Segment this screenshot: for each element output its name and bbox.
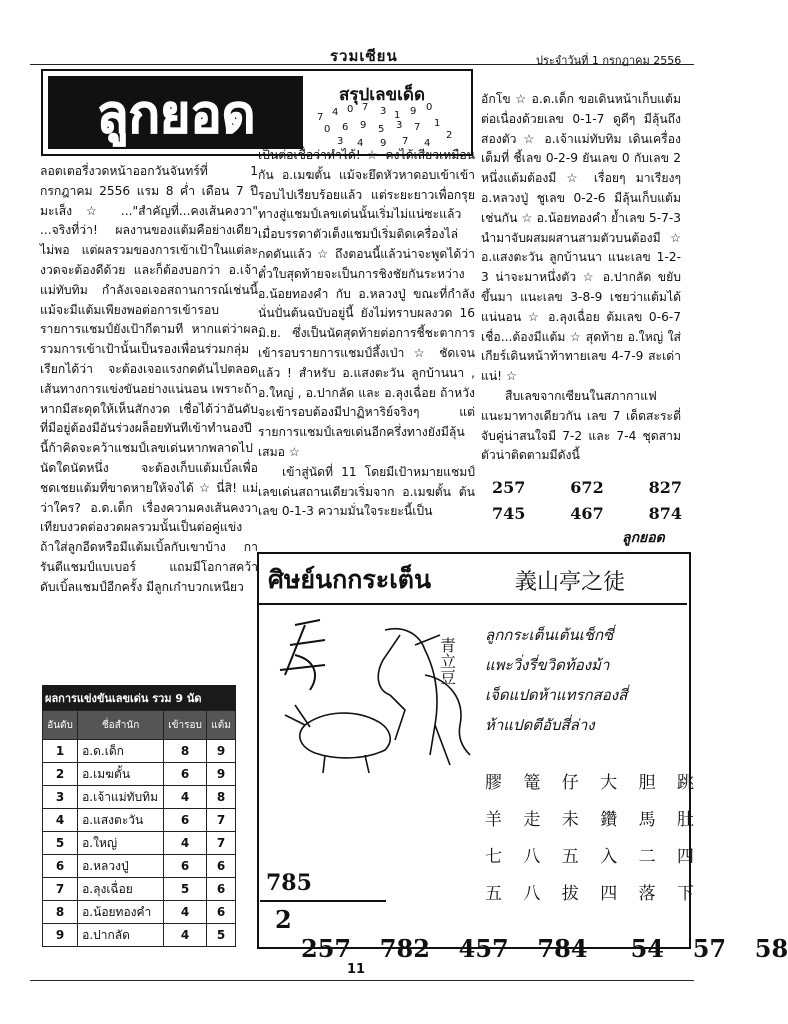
name-cell: อ.ลุงเฉื่อย [78,878,164,901]
table-row [43,786,236,809]
article-paragraph: ลอตเตอรี่งวดหน้าออกวันจันทร์ที่ 1 กรกฎาคม 2556 แรม 8 ค่ำ เดือน 7 ปีมะเส็ง ☆ ..."สำคัญที่...คงเส้นคงวา" ...จริงที่ว่า! ผลงานของแต้มคือย่างเดียวไม่พอ แต่ผลรวมของการเข้าเป้าในแต่ละงวดจะต้องดีด้วย และก็ต้องบอกว่า อ.เจ้าแม่ทับทิม กำลังเจอเจอสถานการณ์เช่นนี้ แม้จะมีแต้มเพียงพอต่อการเข้ารอบรายการแชมป์ยังเป้ากีตามที หากแต่ว่าผลรวมการเข้าเป้านั้นเป็นรองเพื่อนร่วมกลุ่ม เรียกได้ว่า จะต้องเจอแรงกดดันไปตลอดเส้นทางการแข่งขันอย่างแน่นอน เพราะถ้าหากมีสะดุดให้เห็นสักงวด เชื่อได้ว่าอันดับที่มีอยู่ต้องมีอันร่วงผล็อยทันทีเข้าทำนองปีนี้ก้าคิดจะคว้าแชมป์เลขเด่นหากพลาดไปนัดใดนัดหนึ่ง จะต้องเก็บแต้มเบิ้ลเพื่อชดเชยแต้มที่ขาดหายให้จงได้ ☆ นี่สิ! แม่ว่าใคร? อ.ด.เด็ก เรื่องความคงเส้นคงวาเทียบงวดต่องวดผลรวมนั้นเป็นต่อคู่แข่ง ถ้าใส่ลูกอีดหรือมีแต้มเบิ้ลกับเขาบ้าง การันตีแชมป์แบเบอร์ แถมมีโอกาสคว้าดับเบิ้ลแชมป์อีกครั้ง มีลูกเก๋าบวกเหนียว [40,164,258,594]
table-row [43,763,236,786]
number-bottom-line [275,905,788,963]
svg-text:4: 4 [424,138,431,149]
rank-cell: 4 [43,809,78,832]
name-cell: อ.ใหญ่ [78,832,164,855]
article-paragraph: สืบเลขจากเซียนในสภากาแฟ แนะมาทางเดียวกัน เลข 7 เด็ดสะระตี่ จับคู่น่าสนใจมี 7-2 และ 7-4 ชุดสามตัวน่าติดตามมีดังนี้ [481,388,681,463]
article-column-2 [258,146,475,522]
poem-line: ห้าแปดตีอับสี่ล่าง [485,716,595,734]
svg-text:3: 3 [396,120,403,131]
number: 745 [492,504,526,523]
author-signature: ลูกยอด [622,530,665,546]
article-column-1 [40,162,258,598]
points-cell: 9 [207,740,236,763]
table-row [43,855,236,878]
svg-text:0: 0 [426,102,433,113]
svg-text:0: 0 [324,124,331,135]
results-table [42,685,236,947]
rounds-cell: 6 [164,855,207,878]
box-divider [259,603,687,605]
svg-text:4: 4 [332,107,339,118]
rank-cell: 6 [43,855,78,878]
name-cell: อ.ปากลัด [78,924,164,947]
chinese-verse [485,765,702,913]
number: 672 [570,478,604,497]
name-cell: อ.ด.เด็ก [78,740,164,763]
points-cell: 7 [207,809,236,832]
logo-subtitle: สรุปเลขเด็ด [338,85,426,105]
masthead: รวมเซียน [330,47,398,65]
svg-text:7: 7 [362,102,369,113]
name-cell: อ.เจ้าแม่ทับทิม [78,786,164,809]
numbers-line: 257 782 457 784 54 57 58 [301,934,788,963]
chinese-line: 五 八 拔 四 落 下 [485,884,703,904]
column-header: ชื่อสำนัก [78,711,164,740]
issue-date: ประจำวันที่ 1 กรกฎาคม 2556 [536,54,682,67]
name-cell: อ.น้อยทองคำ [78,901,164,924]
svg-text:0: 0 [347,104,354,115]
number: 257 [492,478,526,497]
points-cell: 7 [207,832,236,855]
table-row [43,878,236,901]
table-row [43,809,236,832]
svg-text:2: 2 [446,130,453,141]
points-cell: 6 [207,855,236,878]
rank-cell: 1 [43,740,78,763]
number-top: 785 [266,870,312,896]
chinese-line: 七 八 五 入 二 四 [485,847,703,867]
stamp-chars: 青立豆 [437,637,457,685]
column-header: เข้ารอบ [164,711,207,740]
rounds-cell: 4 [164,924,207,947]
column-logo [42,70,472,155]
article-column-3 [481,90,681,466]
table-row [43,740,236,763]
svg-text:1: 1 [394,110,401,121]
number: 827 [648,478,682,497]
fraction-line [260,900,386,902]
chinese-line: 膠 篭 仔 大 胆 跳 [485,773,703,793]
table-row [43,924,236,947]
rounds-cell: 6 [164,809,207,832]
rounds-cell: 4 [164,832,207,855]
svg-text:9: 9 [380,138,387,149]
rank-cell: 7 [43,878,78,901]
article-paragraph: เป็นต่อเชื่อว่าทำได้! ☆ คงได้เสียวเหมือนกัน อ.เมฆตั้น แม้จะยึดหัวหาดอบเข้าเข้ารอบไปเรียบร้อยแล้ว แต่ระยะยาวเพื่อกรุยทางสู่แชมป์เลขเด่นนั้นเริ่มไม่แน่ซะแล้ว เมื่อบรรดาตัวเต็งแชมป์เริ่มติดเครื่องไล่กดดันแล้ว ☆ ถึงตอนนี้แล้วน่าจะพูดได้ว่า ตั๋วใบสุดท้ายจะเป็นการชิงชัยกันระหว่าง อ.น้อยทองคำ กับ อ.หลวงปู่ ขณะที่กำลังนั่นปั่นต้นฉบับอยู่นี้ ยังไม่ทราบผลงวด 16 มิ.ย. ซึ่งเป็นนัดสุดท้ายต่อการชี้ชะตาการเข้ารอบรายการแชมป์ลึ้งเป่า ☆ ชัดเจนแล้ว ! สำหรับ อ.แสงตะวัน ลูกบ้านนา , อ.ใหญ่ , อ.ปากลัด และ อ.ลุงเฉื่อย ถ้าหวังจะเข้ารอบต้องมีปาฏิหาริย์จริงๆ แต่รายการแชมป์เลขเด่นอีกครึ่งทางยังมีลุ้นเสมอ ☆ [258,148,475,459]
svg-text:7: 7 [317,112,324,123]
three-digit-numbers [492,478,682,530]
article-paragraph: อักโข ☆ อ.ด.เด็ก ขอเดินหน้าเก็บแต้มต่อเนื่องด้วยเลข 0-1-7 ดูดีๆ มีลุ้นถึงสองตัว ☆ อ.เจ้าแม่ทับทิม เดินเครื่องเต็มที่ ชี้เลข 0-2-9 ยันเลข 0 กับเลข 2 หนึ่งแต้มต้องมี ☆ เรื่อยๆ มาเรียงๆ อ.หลวงปู่ ชูเลข 0-2-6 มีลุ้นเก็บแต้มเช่นกัน ☆ อ.น้อยทองคำ ย้ำเลข 5-7-3 นำมาจับผสมผสานสามตัวบนต้องมี ☆ อ.แสงตะวัน ลูกบ้านนา แนะเลข 1-2-3 น่าจะมาหนึ่งตัว ☆ อ.ปากลัด ขยับขึ้นมา แนะเลข 3-8-9 เชยว่าแต้มได้แน่นอน ☆ อ.ลุงเฉื่อย ต้มเลข 0-6-7 เชื่อ...ต้องมีแต้ม ☆ สุดท้าย อ.ใหญ่ ใส่เกียร์เดินหน้าท้าทายเลข 4-7-9 สะเด่าแน่! ☆ [481,92,681,384]
column-header: อันดับ [43,711,78,740]
svg-text:1: 1 [434,118,441,129]
poem-line: เจ็ดแปดห้าแทรกสองสี่ [485,686,628,704]
points-cell: 9 [207,763,236,786]
rank-cell: 2 [43,763,78,786]
rank-cell: 9 [43,924,78,947]
svg-text:6: 6 [342,122,349,133]
rounds-cell: 4 [164,786,207,809]
column-header: แต้ม [207,711,236,740]
chinese-line: 羊 走 未 鑽 馬 肚 [485,810,703,830]
rounds-cell: 6 [164,763,207,786]
points-cell: 6 [207,901,236,924]
points-cell: 5 [207,924,236,947]
header-rule [30,64,694,65]
table-row [43,832,236,855]
prediction-poem [485,620,627,740]
svg-text:5: 5 [378,124,385,135]
logo-title: ลูกยอด [96,84,256,145]
svg-text:3: 3 [380,106,387,117]
box-chinese-title: 義山亭之徒 [515,570,626,595]
number: 874 [648,504,682,523]
name-cell: อ.เมฆตั้น [78,763,164,786]
points-cell: 8 [207,786,236,809]
horse-goat-illustration [265,615,480,775]
article-paragraph: เข้าสู่นัดที่ 11 โดยมีเป้าหมายแชมป์เลขเด่นสถานเดียวเริ่มจาก อ.เมฆตั้น ต้นเลข 0-1-3 ความมั่นใจระยะนี้เป็น [258,464,475,519]
rounds-cell: 4 [164,901,207,924]
rank-cell: 8 [43,901,78,924]
svg-text:9: 9 [360,120,367,131]
svg-text:4: 4 [357,138,364,149]
name-cell: อ.หลวงปู่ [78,855,164,878]
points-cell: 6 [207,878,236,901]
name-cell: อ.แสงตะวัน [78,809,164,832]
table-row [43,901,236,924]
poem-line: ลูกกระเต็นเต้นเช็กซี่ [485,626,614,644]
rounds-cell: 8 [164,740,207,763]
number-bottom: 2 [275,905,292,934]
svg-text:7: 7 [414,122,421,133]
table-title: ผลการแข่งขันเลขเด่น รวม 9 นัด [42,685,236,710]
poem-line: แพะวิ่งรี่ขวิดท้องม้า [485,656,610,674]
page-number: 11 [347,962,366,977]
footer-rule [30,980,694,981]
rank-cell: 3 [43,786,78,809]
rank-cell: 5 [43,832,78,855]
svg-text:3: 3 [337,136,344,147]
svg-text:7: 7 [402,136,409,147]
svg-text:9: 9 [410,106,417,117]
rounds-cell: 5 [164,878,207,901]
number: 467 [570,504,604,523]
box-title: ศิษย์นกกระเต็น [268,565,432,594]
